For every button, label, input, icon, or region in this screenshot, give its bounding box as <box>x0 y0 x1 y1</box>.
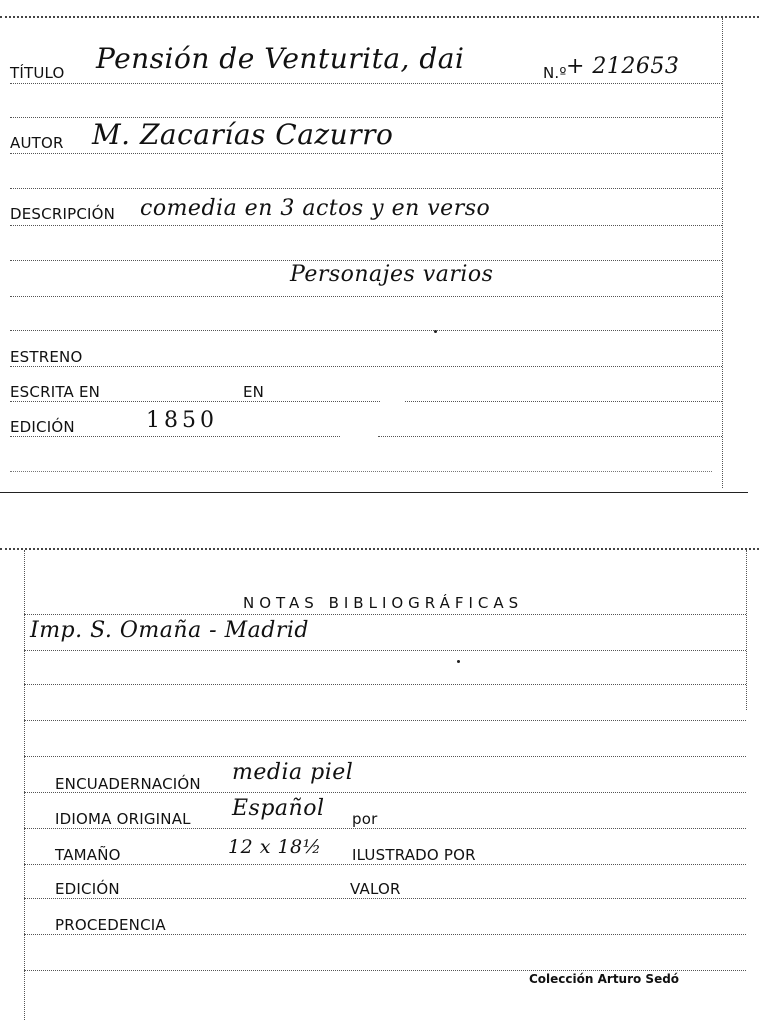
en-label: EN <box>243 383 265 401</box>
card-right-rule <box>746 550 747 710</box>
speck <box>434 330 437 333</box>
rule-line <box>24 650 746 651</box>
valor-label: VALOR <box>350 880 401 898</box>
rule-line <box>10 471 712 472</box>
ilustrado-label: ILUSTRADO POR <box>352 846 476 864</box>
rule-line <box>24 756 746 757</box>
encuadernacion-value: media piel <box>232 760 354 785</box>
rule-line <box>10 296 722 297</box>
edicion-label: EDICIÓN <box>10 418 75 436</box>
procedencia-label: PROCEDENCIA <box>55 916 166 934</box>
rule-line <box>24 684 746 685</box>
rule-line <box>24 898 746 899</box>
rule-line <box>24 828 746 829</box>
edicion-value: 1850 <box>146 408 218 433</box>
notas-value: Imp. S. Omaña - Madrid <box>30 618 309 643</box>
rule-line <box>24 864 746 865</box>
rule-line <box>24 720 746 721</box>
autor-value: M. Zacarías Cazurro <box>92 118 394 151</box>
rule-line <box>10 83 722 84</box>
notas-heading: NOTAS BIBLIOGRÁFICAS <box>243 594 524 612</box>
descripcion-label: DESCRIPCIÓN <box>10 205 116 223</box>
rule-line <box>10 188 722 189</box>
encuadernacion-label: ENCUADERNACIÓN <box>55 775 201 793</box>
rule-line <box>378 436 722 437</box>
rule-line <box>10 225 722 226</box>
rule-line <box>24 934 746 935</box>
escrita-en-label: ESCRITA EN <box>10 383 101 401</box>
card-bottom-edge <box>0 492 748 493</box>
rule-line <box>10 153 722 154</box>
card-right-rule <box>722 18 723 488</box>
rule-line <box>405 401 722 402</box>
edicion-label: EDICIÓN <box>55 880 120 898</box>
collection-footer: Colección Arturo Sedó <box>529 972 680 986</box>
estreno-label: ESTRENO <box>10 348 83 366</box>
numero-label: N.º <box>543 64 567 82</box>
por-label: por <box>352 810 378 828</box>
speck <box>457 660 460 663</box>
rule-line <box>10 436 340 437</box>
tamano-label: TAMAÑO <box>55 846 121 864</box>
tamano-value: 12 x 18½ <box>228 836 322 858</box>
rule-line <box>10 330 722 331</box>
titulo-value: Pensión de Venturita, dai <box>96 42 465 75</box>
descripcion-value: comedia en 3 actos y en verso <box>140 196 491 221</box>
catalog-card-bottom <box>0 538 759 1028</box>
rule-line <box>10 260 722 261</box>
card-top-edge <box>0 16 759 18</box>
rule-line <box>24 614 746 615</box>
titulo-label: TÍTULO <box>10 64 65 82</box>
card-top-edge <box>0 548 759 550</box>
rule-line <box>10 401 380 402</box>
descripcion-value-2: Personajes varios <box>290 262 494 287</box>
card-left-rule <box>24 550 25 1020</box>
idioma-value: Español <box>232 796 325 821</box>
autor-label: AUTOR <box>10 134 64 152</box>
rule-line <box>24 970 746 971</box>
rule-line <box>10 366 722 367</box>
numero-value: + 212653 <box>566 54 680 79</box>
idioma-label: IDIOMA ORIGINAL <box>55 810 191 828</box>
catalog-card-top <box>0 0 759 500</box>
